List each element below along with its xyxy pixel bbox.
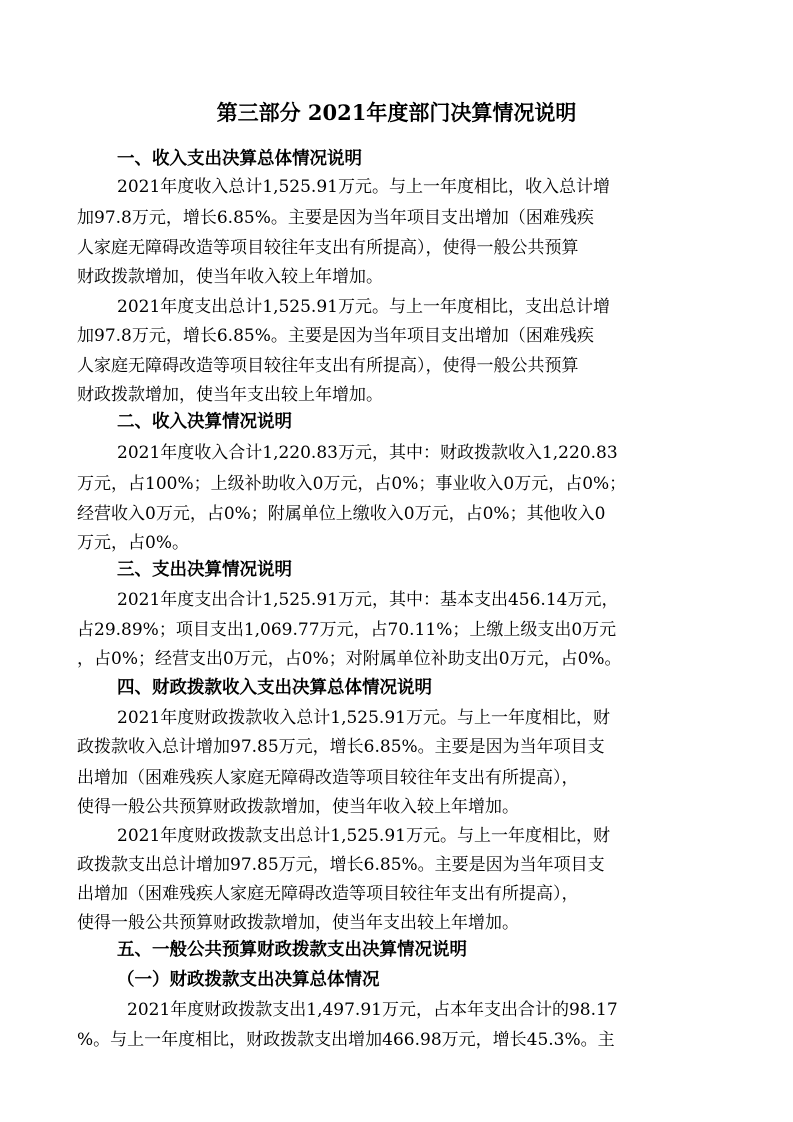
section-heading: 四、财政拨款收入支出决算总体情况说明 bbox=[117, 678, 432, 698]
paragraph-line: 人家庭无障碍改造等项目较往年支出有所提高），使得一般公共预算 bbox=[77, 356, 579, 376]
subsection-heading: （一）财政拨款支出决算总体情况 bbox=[117, 970, 380, 990]
paragraph-line: 万元，占100%；上级补助收入0万元，占0%；事业收入0万元，占0%； bbox=[77, 474, 627, 494]
paragraph-line: 2021年度财政拨款收入总计1,525.91万元。与上一年度相比，财 bbox=[117, 708, 610, 728]
paragraph-line: 出增加（困难残疾人家庭无障碍改造等项目较往年支出有所提高）， bbox=[77, 768, 579, 788]
paragraph-line: 人家庭无障碍改造等项目较往年支出有所提高），使得一般公共预算 bbox=[77, 238, 579, 258]
paragraph-line: 加97.8万元，增长6.85%。主要是因为当年项目支出增加（困难残疾 bbox=[77, 208, 594, 228]
section-heading: 二、收入决算情况说明 bbox=[117, 412, 292, 432]
paragraph-line: 财政拨款增加，使当年收入较上年增加。 bbox=[77, 267, 383, 287]
paragraph-line: 出增加（困难残疾人家庭无障碍改造等项目较往年支出有所提高）， bbox=[77, 884, 579, 904]
paragraph-line: 2021年度收入总计1,525.91万元。与上一年度相比，收入总计增 bbox=[117, 177, 610, 197]
paragraph-line: 万元，占0%。 bbox=[77, 533, 189, 553]
paragraph-line: 使得一般公共预算财政拨款增加，使当年收入较上年增加。 bbox=[77, 797, 519, 817]
paragraph-line: 2021年度收入合计1,220.83万元，其中：财政拨款收入1,220.83 bbox=[117, 443, 618, 463]
paragraph-line: 2021年度财政拨款支出1,497.91万元，占本年支出合计的98.17 bbox=[127, 1000, 618, 1020]
paragraph-line: 政拨款支出总计增加97.85万元，增长6.85%。主要是因为当年项目支 bbox=[77, 855, 605, 875]
paragraph-line: %。与上一年度相比，财政拨款支出增加466.98万元，增长45.3%。主 bbox=[77, 1030, 615, 1050]
paragraph-line: 加97.8万元，增长6.85%。主要是因为当年项目支出增加（困难残疾 bbox=[77, 326, 594, 346]
paragraph-line: 使得一般公共预算财政拨款增加，使当年支出较上年增加。 bbox=[77, 913, 519, 933]
paragraph-line: 财政拨款增加，使当年支出较上年增加。 bbox=[77, 385, 383, 405]
page-title: 第三部分 2021年度部门决算情况说明 bbox=[216, 100, 577, 125]
section-heading: 一、收入支出决算总体情况说明 bbox=[117, 149, 362, 169]
paragraph-line: 经营收入0万元，占0%；附属单位上缴收入0万元，占0%；其他收入0 bbox=[77, 504, 606, 524]
paragraph-line: ，占0%；经营支出0万元，占0%；对附属单位补助支出0万元，占0%。 bbox=[77, 649, 622, 669]
section-heading: 五、一般公共预算财政拨款支出决算情况说明 bbox=[117, 940, 467, 960]
paragraph-line: 2021年度财政拨款支出总计1,525.91万元。与上一年度相比，财 bbox=[117, 826, 610, 846]
paragraph-line: 2021年度支出合计1,525.91万元，其中：基本支出456.14万元， bbox=[117, 590, 619, 610]
paragraph-line: 占29.89%；项目支出1,069.77万元，占70.11%；上缴上级支出0万元 bbox=[77, 620, 617, 640]
paragraph-line: 政拨款收入总计增加97.85万元，增长6.85%。主要是因为当年项目支 bbox=[77, 737, 605, 757]
section-heading: 三、支出决算情况说明 bbox=[117, 560, 292, 580]
paragraph-line: 2021年度支出总计1,525.91万元。与上一年度相比，支出总计增 bbox=[117, 297, 610, 317]
